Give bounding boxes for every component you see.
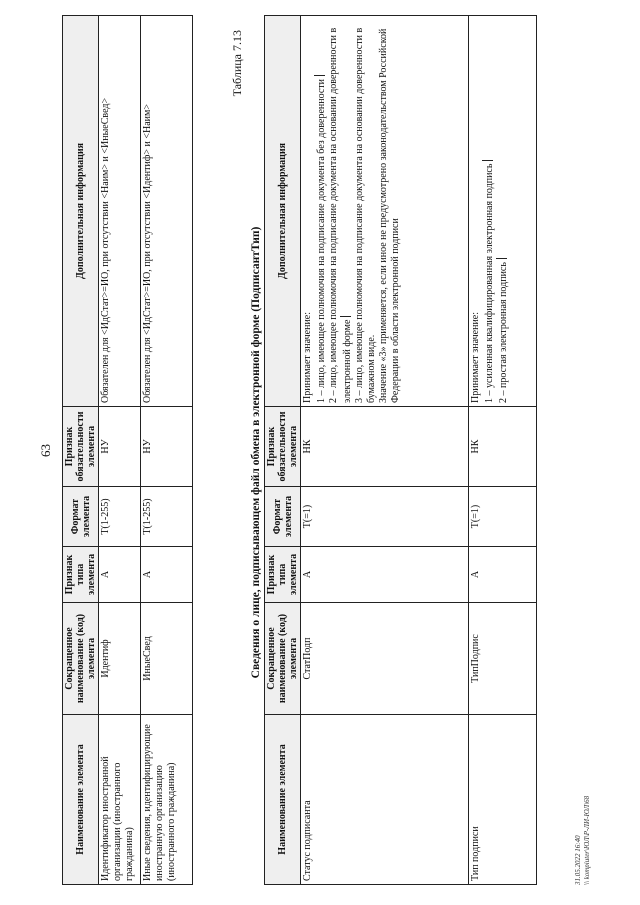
table-row bbox=[469, 16, 537, 885]
cell-type: А bbox=[469, 547, 537, 603]
col-header-format: Формат элемента bbox=[265, 487, 301, 547]
cell-code: Идентиф bbox=[99, 603, 141, 715]
col-header-required: Признак обязательности элемента bbox=[63, 407, 99, 487]
cell-type: А bbox=[141, 547, 193, 603]
table-row bbox=[99, 16, 141, 885]
table-label: Таблица 7.13 bbox=[230, 30, 244, 97]
table-caption: Сведения о лице, подписывающем файл обмена в электронной форме (ПодписантТип) bbox=[250, 226, 262, 679]
file-stamp bbox=[574, 796, 592, 885]
col-header-code: Сокращенное наименование (код) элемента bbox=[265, 603, 301, 715]
info-line: Принимает значение: bbox=[302, 311, 313, 403]
info-line: 1 – лицо, имеющее полномочия на подписание документа без доверенности bbox=[314, 19, 328, 403]
cell-name: Тип подписи bbox=[469, 715, 537, 885]
table-header-row bbox=[265, 16, 301, 885]
separator-bar bbox=[314, 75, 325, 76]
cell-format: T(=1) bbox=[301, 487, 469, 547]
stamp-date: 31.05.2022 16:40 bbox=[574, 835, 582, 885]
col-header-name: Наименование элемента bbox=[265, 715, 301, 885]
separator-bar bbox=[340, 316, 351, 317]
cell-code: СтатПодп bbox=[301, 603, 469, 715]
cell-required: НК bbox=[469, 407, 537, 487]
cell-info: Обязателен для <ИдСтат>=ИО, при отсутствии <Наим> и <ИныеСвед> bbox=[99, 16, 141, 407]
info-line: Принимает значение: bbox=[470, 311, 481, 403]
col-header-format: Формат элемента bbox=[63, 487, 99, 547]
col-header-info: Дополнительная информация bbox=[63, 16, 99, 407]
table-header-row bbox=[63, 16, 99, 885]
col-header-name: Наименование элемента bbox=[63, 715, 99, 885]
cell-required: НУ bbox=[99, 407, 141, 487]
cell-format: T(=1) bbox=[469, 487, 537, 547]
table-row bbox=[301, 16, 469, 885]
cell-type: А bbox=[301, 547, 469, 603]
cell-required: НК bbox=[301, 407, 469, 487]
table-continued bbox=[62, 15, 193, 885]
stamp-path: \\ kompiuter\ЮЛ\Р-ЛИ-ЮЛ\68 bbox=[583, 795, 591, 885]
cell-info bbox=[301, 16, 469, 407]
cell-format: T(1-255) bbox=[99, 487, 141, 547]
info-line: 2 – лицо, имеющее полномочия на подписание документа на основании доверенности в электронной форме bbox=[328, 27, 353, 403]
cell-type: А bbox=[99, 547, 141, 603]
table-row bbox=[141, 16, 193, 885]
cell-info bbox=[469, 16, 537, 407]
info-line: 1 – усиленная квалифицированная электронная подпись bbox=[482, 19, 496, 403]
cell-code: ТипПодпис bbox=[469, 603, 537, 715]
col-header-info: Дополнительная информация bbox=[265, 16, 301, 407]
info-line: 2 – простая электронная подпись bbox=[496, 19, 510, 403]
col-header-type: Признак типа элемента bbox=[63, 547, 99, 603]
separator-bar bbox=[482, 160, 493, 161]
cell-name: Иные сведения, идентифицирующие иностранную организацию (иностранного гражданина) bbox=[141, 715, 193, 885]
page-number: 63 bbox=[38, 444, 53, 457]
cell-format: T(1-255) bbox=[141, 487, 193, 547]
col-header-required: Признак обязательности элемента bbox=[265, 407, 301, 487]
cell-required: НУ bbox=[141, 407, 193, 487]
signer-table bbox=[264, 15, 537, 885]
info-line: 3 – лицо, имеющее полномочия на подписание документа на основании доверенности в бумажном виде. bbox=[354, 27, 377, 403]
cell-info: Обязателен для <ИдСтат>=ИО, при отсутствии <Идентиф> и <Наим> bbox=[141, 16, 193, 407]
cell-name: Статус подписанта bbox=[301, 715, 469, 885]
col-header-code: Сокращенное наименование (код) элемента bbox=[63, 603, 99, 715]
cell-name: Идентификатор иностранной организации (иностранного гражданина) bbox=[99, 715, 141, 885]
info-line: Значение «3» применяется, если иное не предусмотрено законодательством Российской Федерации в области электронной подписи bbox=[378, 28, 401, 403]
separator-bar bbox=[496, 258, 507, 259]
cell-code: ИныеСвед bbox=[141, 603, 193, 715]
col-header-type: Признак типа элемента bbox=[265, 547, 301, 603]
